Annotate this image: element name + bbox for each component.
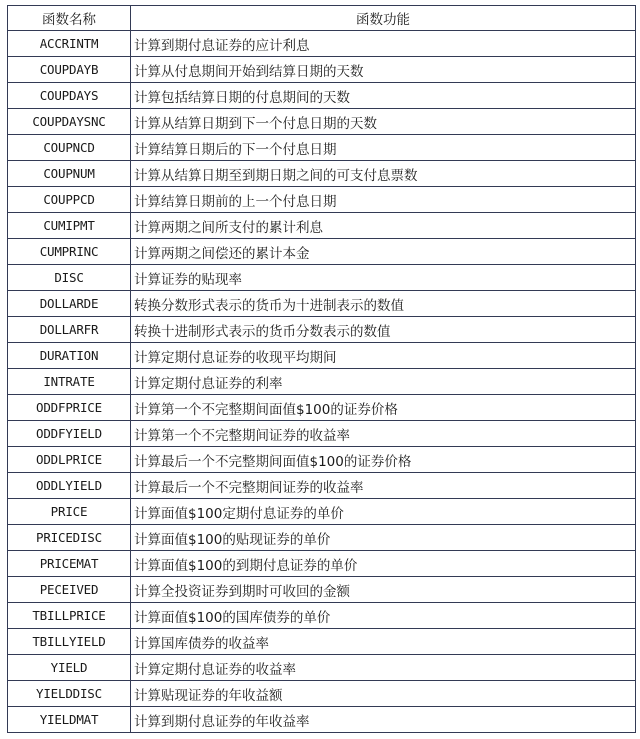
function-name-cell: YIELD [8, 655, 131, 681]
table-row [8, 473, 636, 499]
function-name-cell: DOLLARFR [8, 317, 131, 343]
function-description-cell: 计算两期之间所支付的累计利息 [131, 213, 636, 239]
function-table-container [7, 5, 635, 733]
function-name-cell: CUMIPMT [8, 213, 131, 239]
function-name-cell: DURATION [8, 343, 131, 369]
table-row [8, 213, 636, 239]
table-row [8, 629, 636, 655]
function-description-cell: 计算最后一个不完整期间证券的收益率 [131, 473, 636, 499]
function-description-cell: 转换十进制形式表示的货币分数表示的数值 [131, 317, 636, 343]
function-name-cell: DOLLARDE [8, 291, 131, 317]
function-description-cell: 计算到期付息证券的应计利息 [131, 31, 636, 57]
table-row [8, 83, 636, 109]
table-row [8, 239, 636, 265]
table-row [8, 265, 636, 291]
function-description-cell: 计算面值$100定期付息证券的单价 [131, 499, 636, 525]
function-table [7, 5, 636, 733]
function-name-cell: TBILLYIELD [8, 629, 131, 655]
table-row [8, 603, 636, 629]
function-description-cell: 计算定期付息证券的收益率 [131, 655, 636, 681]
function-description-cell: 计算最后一个不完整期间面值$100的证券价格 [131, 447, 636, 473]
function-name-cell: COUPNCD [8, 135, 131, 161]
function-name-cell: ODDFYIELD [8, 421, 131, 447]
table-row [8, 291, 636, 317]
function-name-cell: PRICEDISC [8, 525, 131, 551]
function-description-cell: 计算面值$100的贴现证券的单价 [131, 525, 636, 551]
table-row [8, 395, 636, 421]
function-description-cell: 计算定期付息证券的收现平均期间 [131, 343, 636, 369]
table-row [8, 161, 636, 187]
table-row [8, 135, 636, 161]
table-row [8, 317, 636, 343]
function-name-cell: ODDFPRICE [8, 395, 131, 421]
function-name-cell: PECEIVED [8, 577, 131, 603]
function-description-cell: 计算第一个不完整期间证券的收益率 [131, 421, 636, 447]
table-row [8, 499, 636, 525]
function-name-cell: COUPDAYB [8, 57, 131, 83]
table-row [8, 707, 636, 733]
function-description-cell: 计算从付息期间开始到结算日期的天数 [131, 57, 636, 83]
header-function-name: 函数名称 [8, 6, 131, 31]
table-row [8, 187, 636, 213]
function-name-cell: COUPPCD [8, 187, 131, 213]
function-name-cell: DISC [8, 265, 131, 291]
table-row [8, 421, 636, 447]
function-description-cell: 转换分数形式表示的货币为十进制表示的数值 [131, 291, 636, 317]
function-name-cell: CUMPRINC [8, 239, 131, 265]
function-name-cell: COUPNUM [8, 161, 131, 187]
function-name-cell: COUPDAYS [8, 83, 131, 109]
function-name-cell: YIELDDISC [8, 681, 131, 707]
function-description-cell: 计算面值$100的国库债券的单价 [131, 603, 636, 629]
function-description-cell: 计算两期之间偿还的累计本金 [131, 239, 636, 265]
function-name-cell: YIELDMAT [8, 707, 131, 733]
table-row [8, 447, 636, 473]
function-name-cell: PRICEMAT [8, 551, 131, 577]
function-name-cell: INTRATE [8, 369, 131, 395]
table-header-row [8, 6, 636, 31]
table-row [8, 525, 636, 551]
function-description-cell: 计算到期付息证券的年收益率 [131, 707, 636, 733]
table-row [8, 57, 636, 83]
function-description-cell: 计算结算日期前的上一个付息日期 [131, 187, 636, 213]
table-row [8, 551, 636, 577]
table-row [8, 343, 636, 369]
table-row [8, 681, 636, 707]
function-name-cell: PRICE [8, 499, 131, 525]
table-body [8, 31, 636, 733]
function-description-cell: 计算定期付息证券的利率 [131, 369, 636, 395]
function-name-cell: ODDLPRICE [8, 447, 131, 473]
function-description-cell: 计算从结算日期至到期日期之间的可支付息票数 [131, 161, 636, 187]
function-description-cell: 计算面值$100的到期付息证券的单价 [131, 551, 636, 577]
function-description-cell: 计算国库债券的收益率 [131, 629, 636, 655]
header-function-description: 函数功能 [131, 6, 636, 31]
function-name-cell: TBILLPRICE [8, 603, 131, 629]
table-row [8, 31, 636, 57]
function-description-cell: 计算全投资证券到期时可收回的金额 [131, 577, 636, 603]
function-description-cell: 计算结算日期后的下一个付息日期 [131, 135, 636, 161]
function-name-cell: ODDLYIELD [8, 473, 131, 499]
function-description-cell: 计算从结算日期到下一个付息日期的天数 [131, 109, 636, 135]
table-row [8, 655, 636, 681]
function-description-cell: 计算证券的贴现率 [131, 265, 636, 291]
function-description-cell: 计算第一个不完整期间面值$100的证券价格 [131, 395, 636, 421]
table-row [8, 369, 636, 395]
table-row [8, 577, 636, 603]
function-name-cell: ACCRINTM [8, 31, 131, 57]
function-name-cell: COUPDAYSNC [8, 109, 131, 135]
table-row [8, 109, 636, 135]
function-description-cell: 计算贴现证券的年收益额 [131, 681, 636, 707]
function-description-cell: 计算包括结算日期的付息期间的天数 [131, 83, 636, 109]
